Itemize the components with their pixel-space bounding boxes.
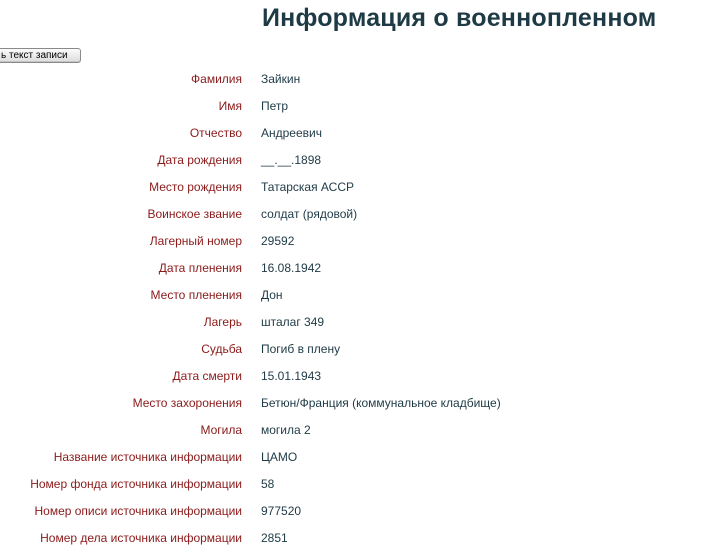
field-value: солдат (рядовой) bbox=[261, 206, 358, 221]
field-label: Дата смерти bbox=[172, 368, 242, 383]
field-row-birth-place bbox=[0, 173, 715, 200]
field-label: Место рождения bbox=[149, 179, 242, 194]
field-label: Воинское звание bbox=[147, 206, 242, 221]
field-row-source-name bbox=[0, 443, 715, 470]
field-value: Петр bbox=[261, 98, 289, 113]
field-row-fate bbox=[0, 335, 715, 362]
field-row-surname bbox=[0, 65, 715, 92]
field-value: могила 2 bbox=[261, 422, 311, 437]
field-row-burial-place bbox=[0, 389, 715, 416]
field-value: 15.01.1943 bbox=[261, 368, 322, 383]
field-label: Лагерь bbox=[203, 314, 242, 329]
field-label: Лагерный номер bbox=[149, 233, 242, 248]
field-value: Андреевич bbox=[261, 125, 322, 140]
field-label: Фамилия bbox=[191, 71, 242, 86]
print-record-button[interactable]: ь текст записи bbox=[0, 48, 81, 63]
field-value: 16.08.1942 bbox=[261, 260, 322, 275]
field-row-camp bbox=[0, 308, 715, 335]
field-row-source-file bbox=[0, 524, 715, 551]
field-value: Дон bbox=[261, 287, 283, 302]
field-value: ЦАМО bbox=[261, 449, 298, 464]
field-value: Зайкин bbox=[261, 71, 301, 86]
field-label: Место захоронения bbox=[132, 395, 242, 410]
field-row-capture-place bbox=[0, 281, 715, 308]
field-value: 2851 bbox=[261, 530, 288, 545]
field-value: Бетюн/Франция (коммунальное кладбище) bbox=[261, 395, 501, 410]
field-value: 58 bbox=[261, 476, 275, 491]
field-row-capture-date bbox=[0, 254, 715, 281]
field-value: 977520 bbox=[261, 503, 302, 518]
field-label: Судьба bbox=[201, 341, 242, 356]
field-value: Татарская АССР bbox=[261, 179, 355, 194]
field-label: Отчество bbox=[189, 125, 242, 140]
field-label: Номер фонда источника информации bbox=[30, 476, 242, 491]
field-row-rank bbox=[0, 200, 715, 227]
field-row-source-inventory bbox=[0, 497, 715, 524]
field-label: Место пленения bbox=[150, 287, 242, 302]
field-label: Дата рождения bbox=[157, 152, 242, 167]
field-value: шталаг 349 bbox=[261, 314, 325, 329]
field-value: __.__.1898 bbox=[261, 152, 322, 167]
page-title: Информация о военнопленном bbox=[262, 4, 657, 32]
field-row-birth-date bbox=[0, 146, 715, 173]
field-row-grave bbox=[0, 416, 715, 443]
field-label: Имя bbox=[218, 98, 242, 113]
field-value: 29592 bbox=[261, 233, 295, 248]
field-value: Погиб в плену bbox=[261, 341, 341, 356]
field-row-camp-number bbox=[0, 227, 715, 254]
field-label: Могила bbox=[200, 422, 242, 437]
record-fields bbox=[0, 65, 715, 551]
field-row-death-date bbox=[0, 362, 715, 389]
field-label: Название источника информации bbox=[53, 449, 242, 464]
field-row-patronymic bbox=[0, 119, 715, 146]
field-row-source-fund bbox=[0, 470, 715, 497]
field-label: Номер описи источника информации bbox=[34, 503, 242, 518]
field-label: Дата пленения bbox=[158, 260, 242, 275]
field-row-first-name bbox=[0, 92, 715, 119]
field-label: Номер дела источника информации bbox=[40, 530, 242, 545]
